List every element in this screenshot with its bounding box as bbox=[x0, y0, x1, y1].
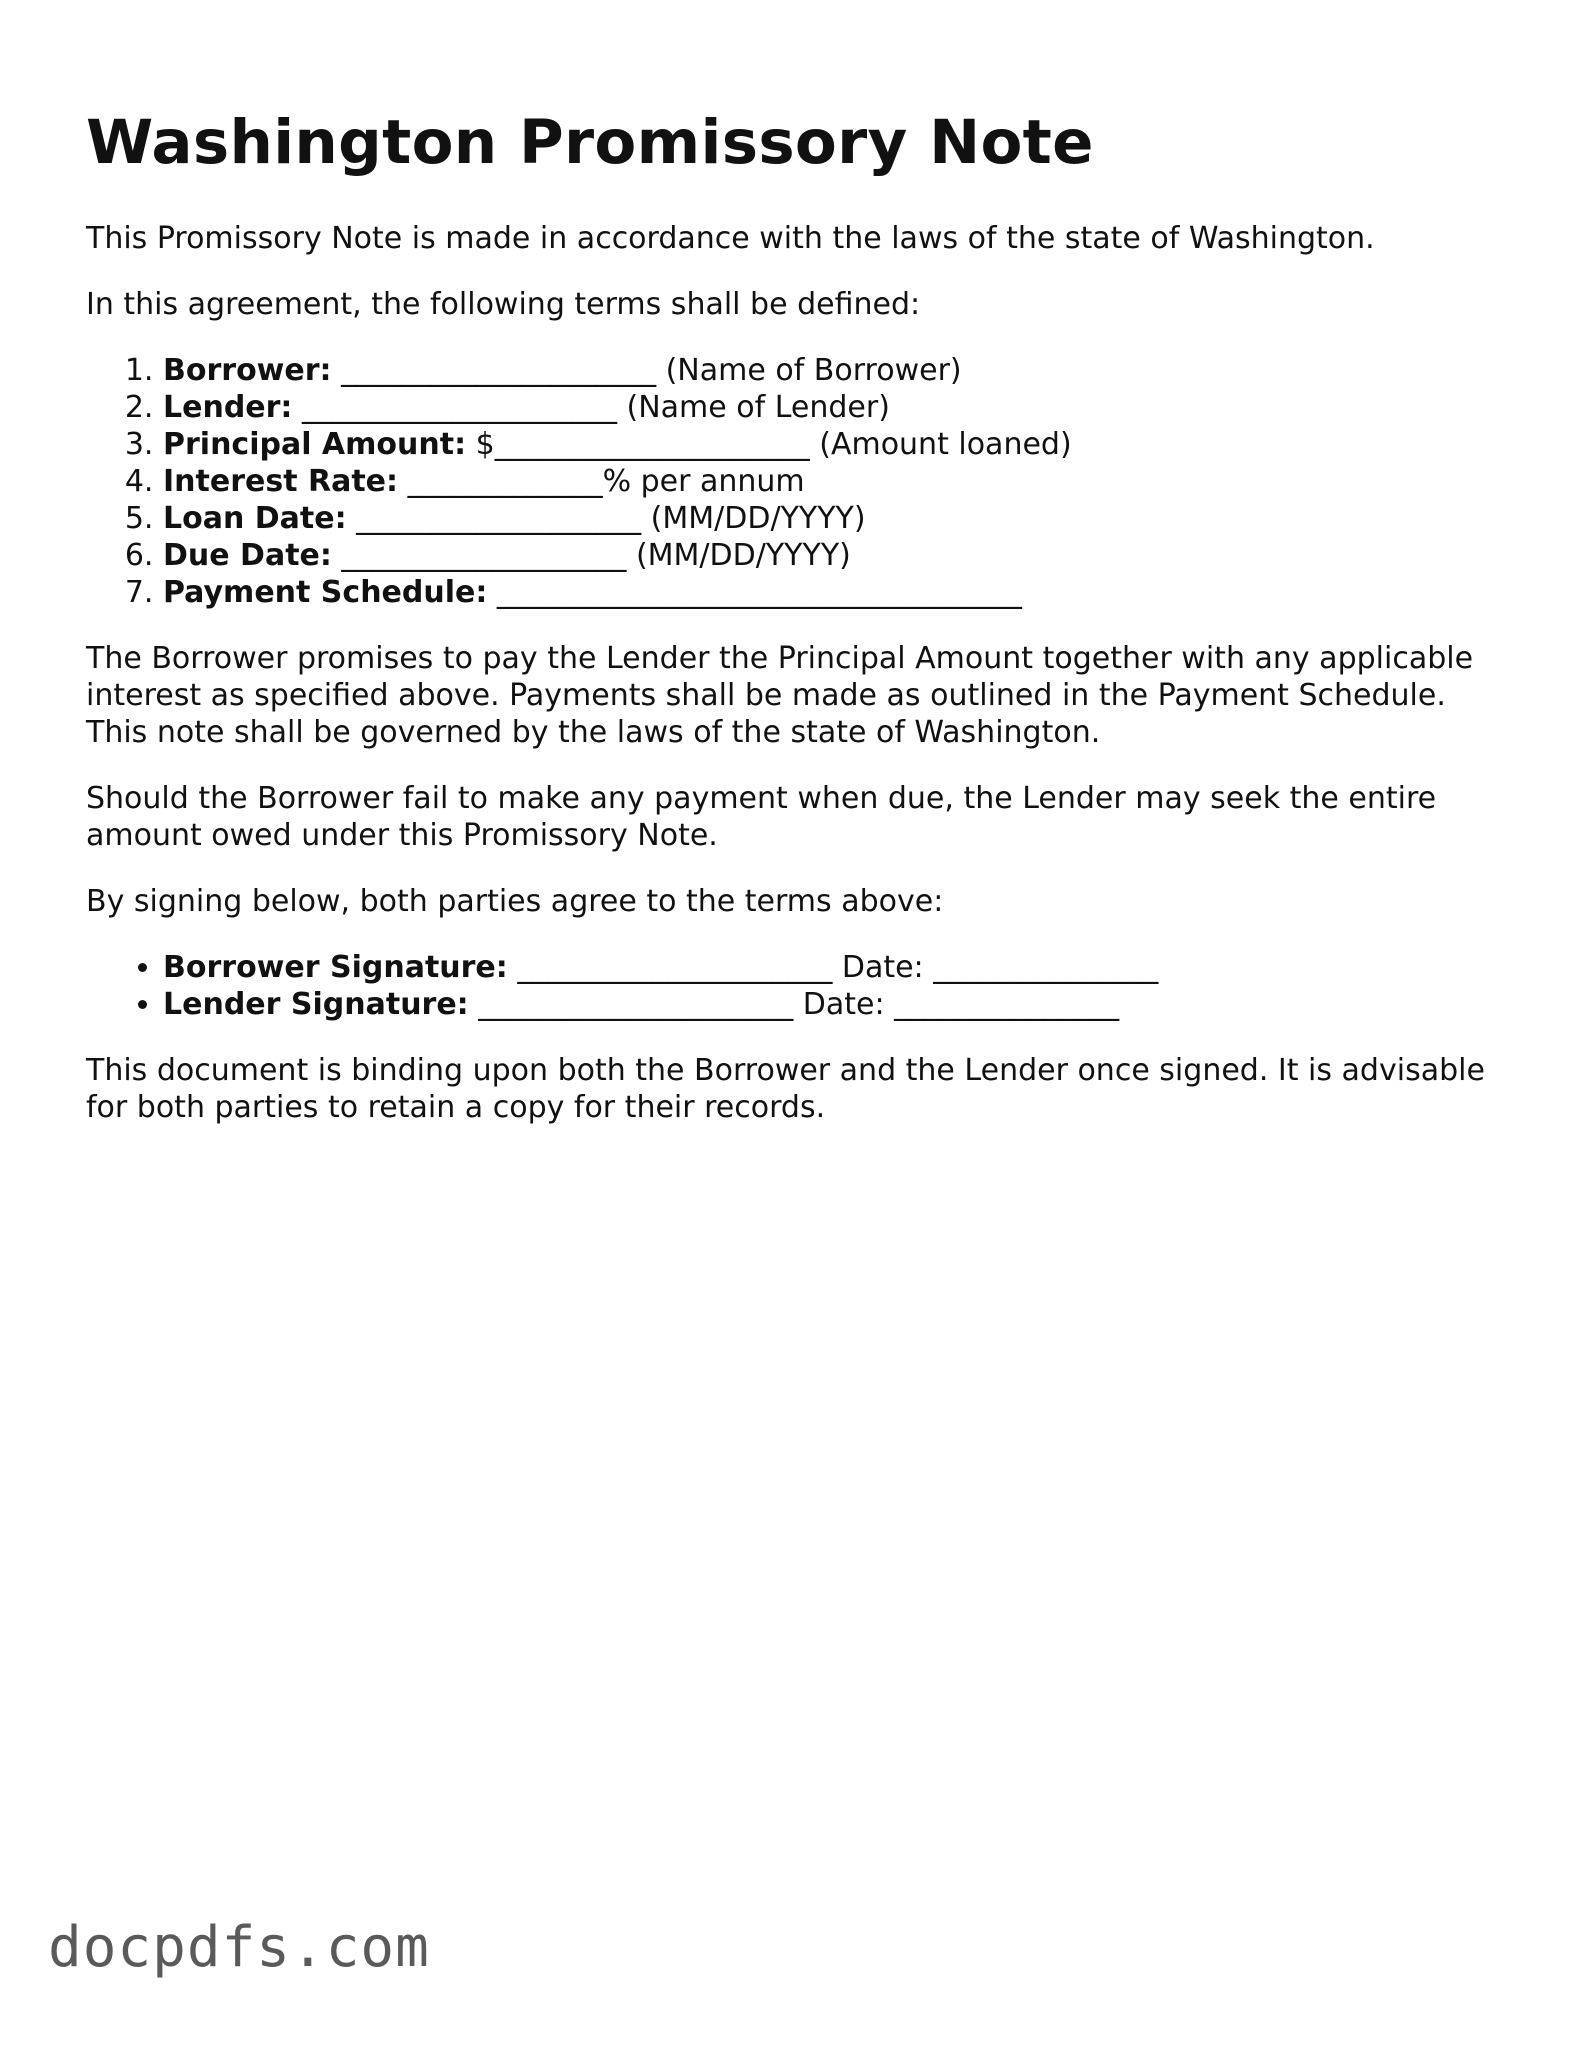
term-loan-date bbox=[163, 500, 1506, 537]
term-text: ___________________________________ bbox=[487, 575, 1022, 611]
page-title: Washington Promissory Note bbox=[86, 107, 1094, 178]
term-text: ___________________ (MM/DD/YYYY) bbox=[346, 501, 866, 537]
term-text: _____________________ (Name of Borrower) bbox=[331, 353, 962, 389]
term-text: _____________% per annum bbox=[398, 464, 805, 500]
borrower-signature-line bbox=[163, 949, 1506, 986]
term-label: Lender: bbox=[163, 390, 293, 426]
lender-signature-line bbox=[163, 986, 1506, 1023]
term-text: $_____________________ (Amount loaned) bbox=[466, 427, 1072, 463]
term-label: Payment Schedule: bbox=[163, 575, 488, 611]
watermark: docpdfs.com bbox=[48, 1915, 430, 1980]
term-label: Borrower: bbox=[163, 353, 332, 389]
term-label: Principal Amount: bbox=[163, 427, 467, 463]
term-principal-amount bbox=[163, 426, 1506, 463]
signature-label: Lender Signature: bbox=[163, 987, 469, 1023]
terms-list bbox=[86, 352, 1506, 611]
payment-paragraph: The Borrower promises to pay the Lender the Principal Amount together with any applicable interest as specified above. Payments shall be made as outlined in the Payment Schedule. This note shall be governed by the laws of the state of Washington. bbox=[86, 641, 1474, 751]
term-due-date bbox=[163, 537, 1506, 574]
term-borrower bbox=[163, 352, 1506, 389]
document-page bbox=[86, 108, 1506, 1155]
term-label: Due Date: bbox=[163, 538, 332, 574]
term-text: _____________________ (Name of Lender) bbox=[292, 390, 890, 426]
signatures-list bbox=[86, 949, 1506, 1023]
term-label: Interest Rate: bbox=[163, 464, 399, 500]
signature-text: _____________________ Date: _______________ bbox=[468, 987, 1120, 1023]
term-interest-rate bbox=[163, 463, 1506, 500]
terms-intro: In this agreement, the following terms shall be defined: bbox=[86, 287, 921, 323]
signing-intro: By signing below, both parties agree to the terms above: bbox=[86, 884, 944, 920]
term-label: Loan Date: bbox=[163, 501, 347, 537]
signature-text: _____________________ Date: _______________ bbox=[507, 950, 1159, 986]
term-lender bbox=[163, 389, 1506, 426]
intro-paragraph: This Promissory Note is made in accordance with the laws of the state of Washington. bbox=[86, 221, 1375, 257]
signature-label: Borrower Signature: bbox=[163, 950, 508, 986]
term-payment-schedule bbox=[163, 574, 1506, 611]
default-paragraph: Should the Borrower fail to make any payment when due, the Lender may seek the entire amount owed under this Promissory Note. bbox=[86, 781, 1437, 854]
closing-paragraph: This document is binding upon both the Borrower and the Lender once signed. It is advisable for both parties to retain a copy for their records. bbox=[86, 1053, 1485, 1126]
term-text: ___________________ (MM/DD/YYYY) bbox=[331, 538, 851, 574]
